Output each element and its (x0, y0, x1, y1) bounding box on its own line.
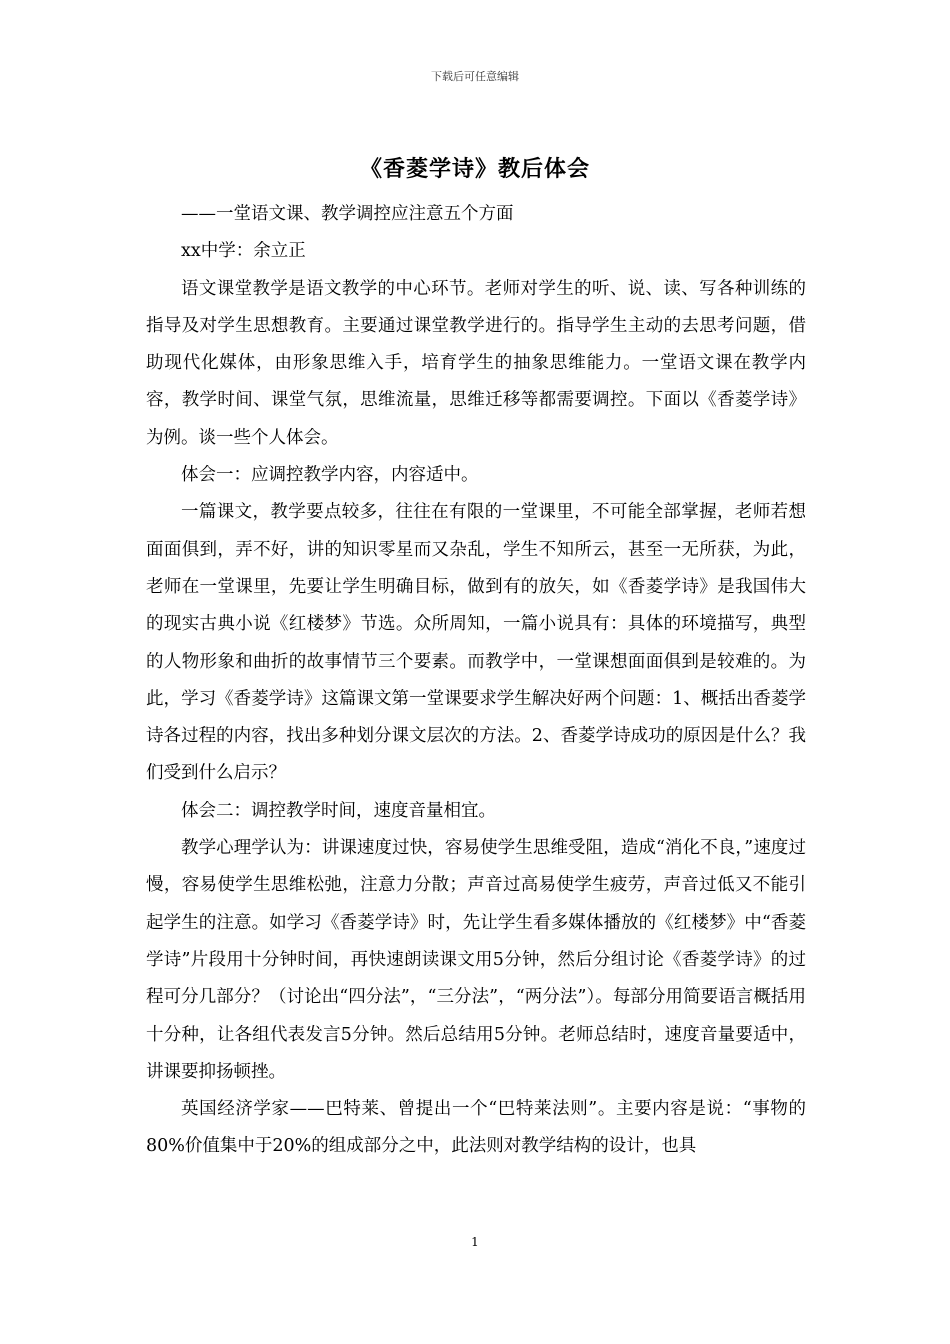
page-header: 下载后可任意编辑 (431, 70, 519, 83)
paragraph: 一篇课文，教学要点较多，往往在有限的一堂课里，不可能全部掌握，老师若想面面俱到，弄不好，讲的知识零星而又杂乱，学生不知所云，甚至一无所获，为此，老师在一堂课里，先要让学生明确目标，做到有的放矢，如《香菱学诗》是我国伟大的现实古典小说《红楼梦》节选。众所周知，一篇小说具有：具体的环境描写，典型的人物形象和曲折的故事情节三个要素。而教学中，一堂课想面面俱到是较难的。为此，学习《香菱学诗》这篇课文第一堂课要求学生解决好两个问题：1、概括出香菱学诗各过程的内容，找出多种划分课文层次的方法。2、香菱学诗成功的原因是什么？我们受到什么启示？ (146, 502, 806, 784)
paragraph: 语文课堂教学是语文教学的中心环节。老师对学生的听、说、读、写各种训练的指导及对学生思想教育。主要通过课堂教学进行的。指导学生主动的去思考问题，借助现代化媒体，由形象思维入手，培育学生的抽象思维能力。一堂语文课在教学内容，教学时间、课堂气氛，思维流量，思维迁移等都需要调控。下面以《香菱学诗》为例。谈一些个人体会。 (146, 278, 806, 448)
section-heading: 体会一：应调控教学内容，内容适中。 (181, 465, 479, 486)
subtitle: ——一堂语文课、教学调控应注意五个方面 (181, 204, 514, 224)
author-line: xx中学：余立正 (181, 241, 306, 262)
document-title: 《香菱学诗》教后体会 (359, 156, 590, 182)
page-number: 1 (471, 1235, 479, 1249)
section-heading: 体会二：调控教学时间，速度音量相宜。 (181, 800, 496, 821)
paragraph: 教学心理学认为：讲课速度过快，容易使学生思维受阻，造成“消化不良，”速度过慢，容易使学生思维松弛，注意力分散；声音过高易使学生疲劳，声音过低又不能引起学生的注意。如学习《香菱学诗》时，先让学生看多媒体播放的《红楼梦》中“香菱学诗”片段用十分钟时间，再快速朗读课文用5分钟，然后分组讨论《香菱学诗》的过程可分几部分？（讨论出“四分法”，“三分法”，“两分法”）。每部分用简要语言概括用十分种，让各组代表发言5分钟。然后总结用5分钟。老师总结时，速度音量要适中，讲课要抑扬顿挫。 (146, 838, 806, 1082)
paragraph: 英国经济学家——巴特莱、曾提出一个“巴特莱法则”。主要内容是说：“事物的80%价值集中于20%的组成部分之中，此法则对教学结构的设计，也具 (146, 1099, 806, 1157)
document-body (146, 196, 806, 1166)
